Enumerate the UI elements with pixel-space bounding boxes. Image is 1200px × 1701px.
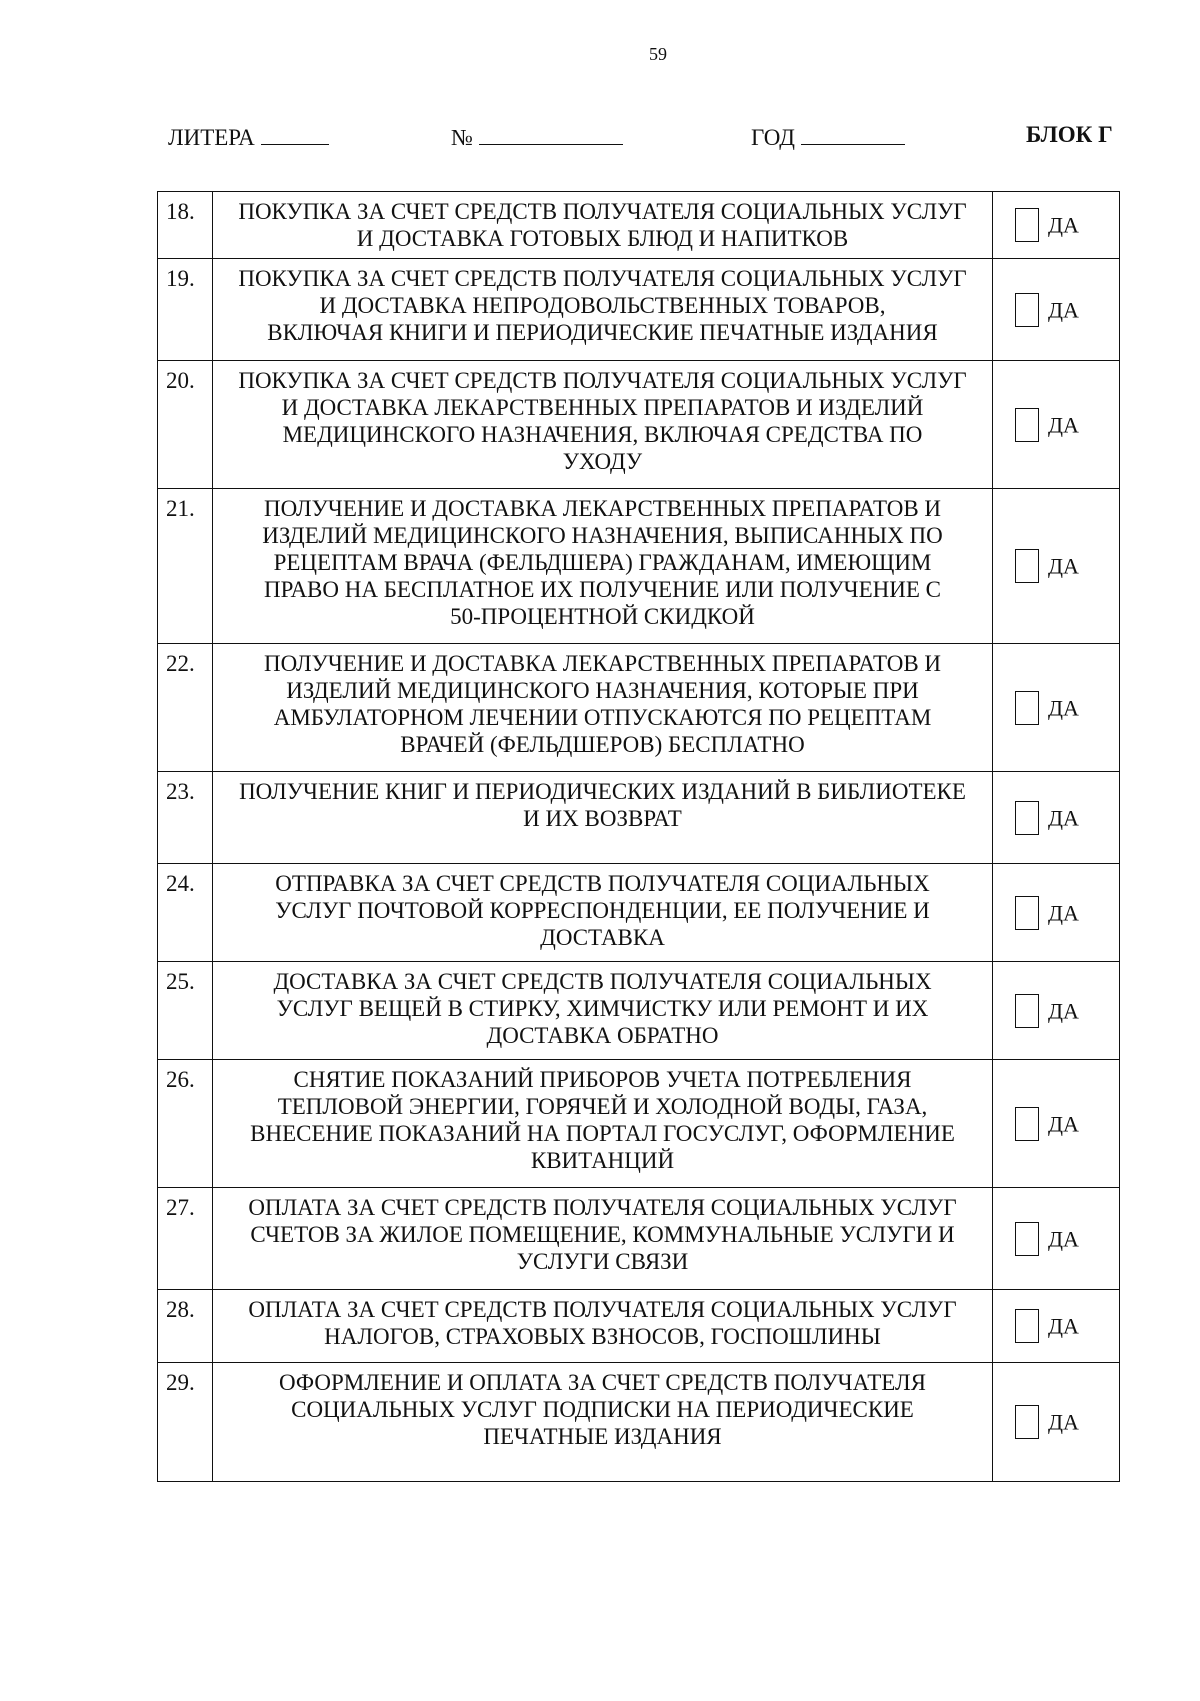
description-line: ПОКУПКА ЗА СЧЕТ СРЕДСТВ ПОЛУЧАТЕЛЯ СОЦИАЛЬНЫХ УСЛУГ [238, 266, 967, 291]
row-number: 22. [158, 644, 213, 772]
table-row [158, 1060, 1120, 1188]
yes-checkbox[interactable] [1015, 1107, 1039, 1141]
yes-label: ДА [1048, 1226, 1079, 1251]
description-line: УСЛУГ ВЕЩЕЙ В СТИРКУ, ХИМЧИСТКУ ИЛИ РЕМОНТ И ИХ [276, 996, 929, 1021]
description-line: ТЕПЛОВОЙ ЭНЕРГИИ, ГОРЯЧЕЙ И ХОЛОДНОЙ ВОДЫ, ГАЗА, [277, 1094, 928, 1119]
yes-checkbox[interactable] [1015, 896, 1039, 930]
number-field [451, 122, 623, 151]
yes-checkbox[interactable] [1015, 801, 1039, 835]
yes-checkbox[interactable] [1015, 1405, 1039, 1439]
description-line: ИЗДЕЛИЙ МЕДИЦИНСКОГО НАЗНАЧЕНИЯ, КОТОРЫЕ ПРИ [286, 678, 919, 703]
service-description [213, 1060, 993, 1188]
table-row [158, 259, 1120, 361]
description-line: ДОСТАВКА ОБРАТНО [486, 1023, 719, 1048]
block-label: БЛОК Г [1026, 122, 1113, 147]
yes-option [993, 259, 1120, 361]
row-number: 29. [158, 1363, 213, 1482]
litera-label: ЛИТЕРА [168, 125, 255, 150]
yes-label: ДА [1048, 695, 1079, 720]
row-number: 20. [158, 361, 213, 489]
description-line: ПОЛУЧЕНИЕ КНИГ И ПЕРИОДИЧЕСКИХ ИЗДАНИЙ В БИБЛИОТЕКЕ [239, 779, 966, 804]
yes-option [993, 192, 1120, 259]
yes-checkbox[interactable] [1015, 549, 1039, 583]
table-row [158, 1188, 1120, 1290]
service-description [213, 259, 993, 361]
service-description [213, 192, 993, 259]
litera-blank[interactable] [261, 122, 329, 145]
table-row [158, 962, 1120, 1060]
row-number: 21. [158, 489, 213, 644]
description-line: И ДОСТАВКА ЛЕКАРСТВЕННЫХ ПРЕПАРАТОВ И ИЗДЕЛИЙ [281, 395, 924, 420]
row-number: 25. [158, 962, 213, 1060]
yes-label: ДА [1048, 1111, 1079, 1136]
service-description [213, 1188, 993, 1290]
yes-option [993, 361, 1120, 489]
yes-option [993, 644, 1120, 772]
description-line: СОЦИАЛЬНЫХ УСЛУГ ПОДПИСКИ НА ПЕРИОДИЧЕСКИЕ [291, 1397, 914, 1422]
description-line: ПОЛУЧЕНИЕ И ДОСТАВКА ЛЕКАРСТВЕННЫХ ПРЕПАРАТОВ И [263, 496, 942, 521]
yes-checkbox[interactable] [1015, 691, 1039, 725]
form-header [0, 0, 1200, 170]
description-line: МЕДИЦИНСКОГО НАЗНАЧЕНИЯ, ВКЛЮЧАЯ СРЕДСТВА ПО [282, 422, 923, 447]
service-description [213, 772, 993, 864]
row-number: 26. [158, 1060, 213, 1188]
table-row [158, 1290, 1120, 1363]
yes-option [993, 962, 1120, 1060]
yes-option [993, 1290, 1120, 1363]
description-line: УСЛУГ ПОЧТОВОЙ КОРРЕСПОНДЕНЦИИ, ЕЕ ПОЛУЧЕНИЕ И [275, 898, 930, 923]
description-line: ПОЛУЧЕНИЕ И ДОСТАВКА ЛЕКАРСТВЕННЫХ ПРЕПАРАТОВ И [263, 651, 942, 676]
yes-option [993, 1188, 1120, 1290]
number-label: № [451, 125, 473, 150]
yes-option [993, 864, 1120, 962]
yes-option [993, 1363, 1120, 1482]
description-line: ПОКУПКА ЗА СЧЕТ СРЕДСТВ ПОЛУЧАТЕЛЯ СОЦИАЛЬНЫХ УСЛУГ [238, 368, 967, 393]
yes-label: ДА [1048, 998, 1079, 1023]
yes-checkbox[interactable] [1015, 208, 1039, 242]
table-row [158, 361, 1120, 489]
description-line: 50-ПРОЦЕНТНОЙ СКИДКОЙ [450, 604, 755, 629]
yes-label: ДА [1048, 212, 1079, 238]
number-blank[interactable] [479, 122, 623, 145]
description-line: УСЛУГИ СВЯЗИ [516, 1249, 689, 1274]
yes-label: ДА [1048, 297, 1079, 322]
description-line: И ИХ ВОЗВРАТ [523, 806, 682, 831]
description-line: УХОДУ [562, 449, 643, 474]
yes-label: ДА [1048, 1313, 1079, 1339]
row-number: 28. [158, 1290, 213, 1363]
yes-checkbox[interactable] [1015, 408, 1039, 442]
description-line: ВРАЧЕЙ (ФЕЛЬДШЕРОВ) БЕСПЛАТНО [400, 732, 805, 757]
description-line: И ДОСТАВКА НЕПРОДОВОЛЬСТВЕННЫХ ТОВАРОВ, [319, 293, 886, 318]
table-row [158, 864, 1120, 962]
description-line: ПОКУПКА ЗА СЧЕТ СРЕДСТВ ПОЛУЧАТЕЛЯ СОЦИАЛЬНЫХ УСЛУГ [238, 199, 967, 224]
table-row [158, 772, 1120, 864]
year-field [751, 122, 905, 151]
description-line: И ДОСТАВКА ГОТОВЫХ БЛЮД И НАПИТКОВ [356, 226, 849, 251]
description-line: ВНЕСЕНИЕ ПОКАЗАНИЙ НА ПОРТАЛ ГОСУСЛУГ, ОФОРМЛЕНИЕ [250, 1121, 955, 1146]
description-line: ДОСТАВКА [540, 925, 665, 950]
description-line: ПРАВО НА БЕСПЛАТНОЕ ИХ ПОЛУЧЕНИЕ ИЛИ ПОЛУЧЕНИЕ С [263, 577, 942, 602]
yes-option [993, 489, 1120, 644]
row-number: 27. [158, 1188, 213, 1290]
service-description [213, 1363, 993, 1482]
table-row [158, 192, 1120, 259]
description-line: ОТПРАВКА ЗА СЧЕТ СРЕДСТВ ПОЛУЧАТЕЛЯ СОЦИАЛЬНЫХ [275, 871, 930, 896]
page-number: 59 [649, 44, 667, 64]
service-description [213, 1290, 993, 1363]
yes-checkbox[interactable] [1015, 1309, 1039, 1343]
service-description [213, 489, 993, 644]
service-description [213, 962, 993, 1060]
yes-option [993, 772, 1120, 864]
service-description [213, 864, 993, 962]
description-line: РЕЦЕПТАМ ВРАЧА (ФЕЛЬДШЕРА) ГРАЖДАНАМ, ИМЕЮЩИМ [273, 550, 932, 575]
table-row [158, 1363, 1120, 1482]
row-number: 23. [158, 772, 213, 864]
yes-label: ДА [1048, 805, 1079, 830]
description-line: ОПЛАТА ЗА СЧЕТ СРЕДСТВ ПОЛУЧАТЕЛЯ СОЦИАЛЬНЫХ УСЛУГ [248, 1297, 957, 1322]
description-line: ДОСТАВКА ЗА СЧЕТ СРЕДСТВ ПОЛУЧАТЕЛЯ СОЦИАЛЬНЫХ [273, 969, 932, 994]
description-line: ОФОРМЛЕНИЕ И ОПЛАТА ЗА СЧЕТ СРЕДСТВ ПОЛУЧАТЕЛЯ [279, 1370, 926, 1395]
table-row [158, 644, 1120, 772]
services-table [157, 191, 1120, 1482]
service-description [213, 361, 993, 489]
services-table-body [158, 192, 1120, 1482]
yes-checkbox[interactable] [1015, 994, 1039, 1028]
description-line: НАЛОГОВ, СТРАХОВЫХ ВЗНОСОВ, ГОСПОШЛИНЫ [324, 1324, 881, 1349]
service-description [213, 644, 993, 772]
description-line: ОПЛАТА ЗА СЧЕТ СРЕДСТВ ПОЛУЧАТЕЛЯ СОЦИАЛЬНЫХ УСЛУГ [248, 1195, 957, 1220]
yes-label: ДА [1048, 900, 1079, 925]
yes-label: ДА [1048, 1409, 1079, 1435]
description-line: ИЗДЕЛИЙ МЕДИЦИНСКОГО НАЗНАЧЕНИЯ, ВЫПИСАННЫХ ПО [262, 523, 943, 548]
description-line: СЧЕТОВ ЗА ЖИЛОЕ ПОМЕЩЕНИЕ, КОММУНАЛЬНЫЕ УСЛУГИ И [250, 1222, 955, 1247]
row-number: 18. [158, 192, 213, 259]
row-number: 24. [158, 864, 213, 962]
yes-label: ДА [1048, 412, 1079, 437]
yes-label: ДА [1048, 553, 1079, 579]
row-number: 19. [158, 259, 213, 361]
description-line: СНЯТИЕ ПОКАЗАНИЙ ПРИБОРОВ УЧЕТА ПОТРЕБЛЕНИЯ [293, 1067, 912, 1092]
litera-field [168, 122, 329, 151]
year-blank[interactable] [801, 122, 905, 145]
table-row [158, 489, 1120, 644]
yes-checkbox[interactable] [1015, 1222, 1039, 1256]
description-line: КВИТАНЦИЙ [530, 1148, 675, 1173]
description-line: ВКЛЮЧАЯ КНИГИ И ПЕРИОДИЧЕСКИЕ ПЕЧАТНЫЕ ИЗДАНИЯ [267, 320, 938, 345]
description-line: АМБУЛАТОРНОМ ЛЕЧЕНИИ ОТПУСКАЮТСЯ ПО РЕЦЕПТАМ [273, 705, 932, 730]
year-label: ГОД [751, 125, 795, 150]
yes-option [993, 1060, 1120, 1188]
description-line: ПЕЧАТНЫЕ ИЗДАНИЯ [483, 1424, 722, 1449]
yes-checkbox[interactable] [1015, 293, 1039, 327]
